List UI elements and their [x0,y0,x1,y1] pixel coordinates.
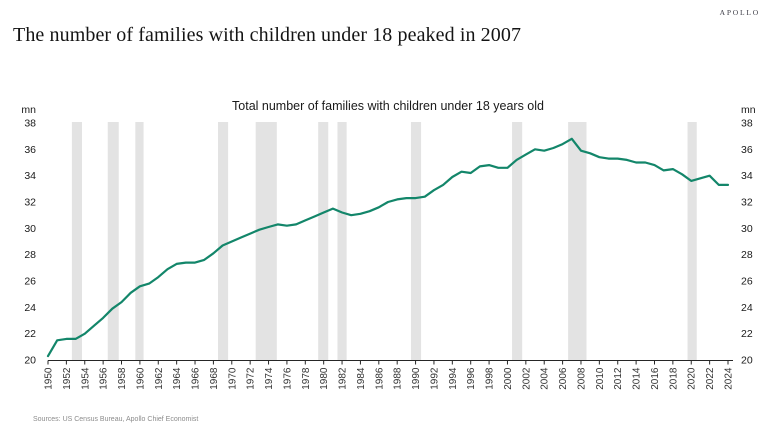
x-tick-label: 2016 [649,367,661,390]
recession-band [568,122,586,360]
y-tick-label-left: 24 [24,301,36,314]
recession-band [256,122,277,360]
x-tick-label: 2000 [502,367,514,390]
y-tick-label-right: 36 [741,143,753,156]
x-tick-label: 1990 [411,367,423,390]
x-tick-label: 1952 [61,367,73,390]
x-tick-label: 1996 [466,367,478,390]
y-tick-label-left: 22 [24,328,36,341]
x-tick-label: 1978 [300,367,312,390]
y-tick-label-right: 32 [741,196,753,209]
x-tick-label: 1976 [282,367,294,390]
x-tick-label: 2010 [594,367,606,390]
x-tick-label: 2006 [558,367,570,390]
y-tick-label-right: 22 [741,328,753,341]
x-tick-label: 1962 [153,367,165,390]
data-line [48,139,728,356]
x-tick-label: 1956 [98,367,110,390]
x-tick-label: 1968 [208,367,220,390]
x-tick-label: 2022 [705,367,717,390]
y-tick-label-right: 38 [741,117,753,130]
x-tick-label: 1950 [43,367,55,390]
recession-band [72,122,82,360]
y-tick-label-left: 28 [24,249,36,262]
recession-band [135,122,143,360]
x-tick-label: 2020 [686,367,698,390]
x-tick-label: 1988 [392,367,404,390]
x-tick-label: 2002 [521,367,533,390]
x-tick-label: 1964 [172,367,184,390]
x-tick-label: 1984 [355,367,367,390]
sources-note: Sources: US Census Bureau, Apollo Chief Economist [33,416,199,423]
x-tick-label: 2004 [539,367,551,390]
y-tick-label-left: 36 [24,143,36,156]
x-tick-label: 1974 [264,367,276,390]
y-axis-unit-right: mn [741,104,756,116]
y-tick-label-left: 26 [24,275,36,288]
y-tick-label-left: 38 [24,117,36,130]
x-tick-label: 1958 [117,367,129,390]
recession-band [337,122,346,360]
y-axis-unit-left: mn [21,104,36,116]
chart-title: Total number of families with children under 18 years old [232,99,544,113]
y-tick-label-right: 20 [741,354,753,367]
y-tick-label-left: 34 [24,170,36,183]
recession-band [688,122,697,360]
x-tick-label: 1954 [80,367,92,390]
y-tick-label-left: 20 [24,354,36,367]
recession-band [218,122,228,360]
x-tick-label: 1992 [429,367,441,390]
x-tick-label: 1960 [135,367,147,390]
recession-band [318,122,328,360]
y-tick-label-right: 34 [741,170,753,183]
y-tick-label-left: 32 [24,196,36,209]
x-tick-label: 1972 [245,367,257,390]
x-tick-label: 1994 [447,367,459,390]
x-tick-label: 1982 [337,367,349,390]
x-tick-label: 1970 [227,367,239,390]
x-tick-label: 2024 [723,367,735,390]
apollo-logo: APOLLO [719,8,760,17]
recession-band [108,122,119,360]
recession-band [411,122,421,360]
x-tick-label: 2008 [576,367,588,390]
x-tick-label: 1966 [190,367,202,390]
x-tick-label: 2014 [631,367,643,390]
page-title: The number of families with children under 18 peaked in 2007 [13,24,522,46]
y-tick-label-right: 30 [741,222,753,235]
y-tick-label-left: 30 [24,222,36,235]
y-tick-label-right: 26 [741,275,753,288]
x-tick-label: 2018 [668,367,680,390]
y-tick-label-right: 28 [741,249,753,262]
x-tick-label: 1980 [319,367,331,390]
y-tick-label-right: 24 [741,301,753,314]
x-tick-label: 2012 [613,367,625,390]
x-tick-label: 1986 [374,367,386,390]
x-tick-label: 1998 [484,367,496,390]
